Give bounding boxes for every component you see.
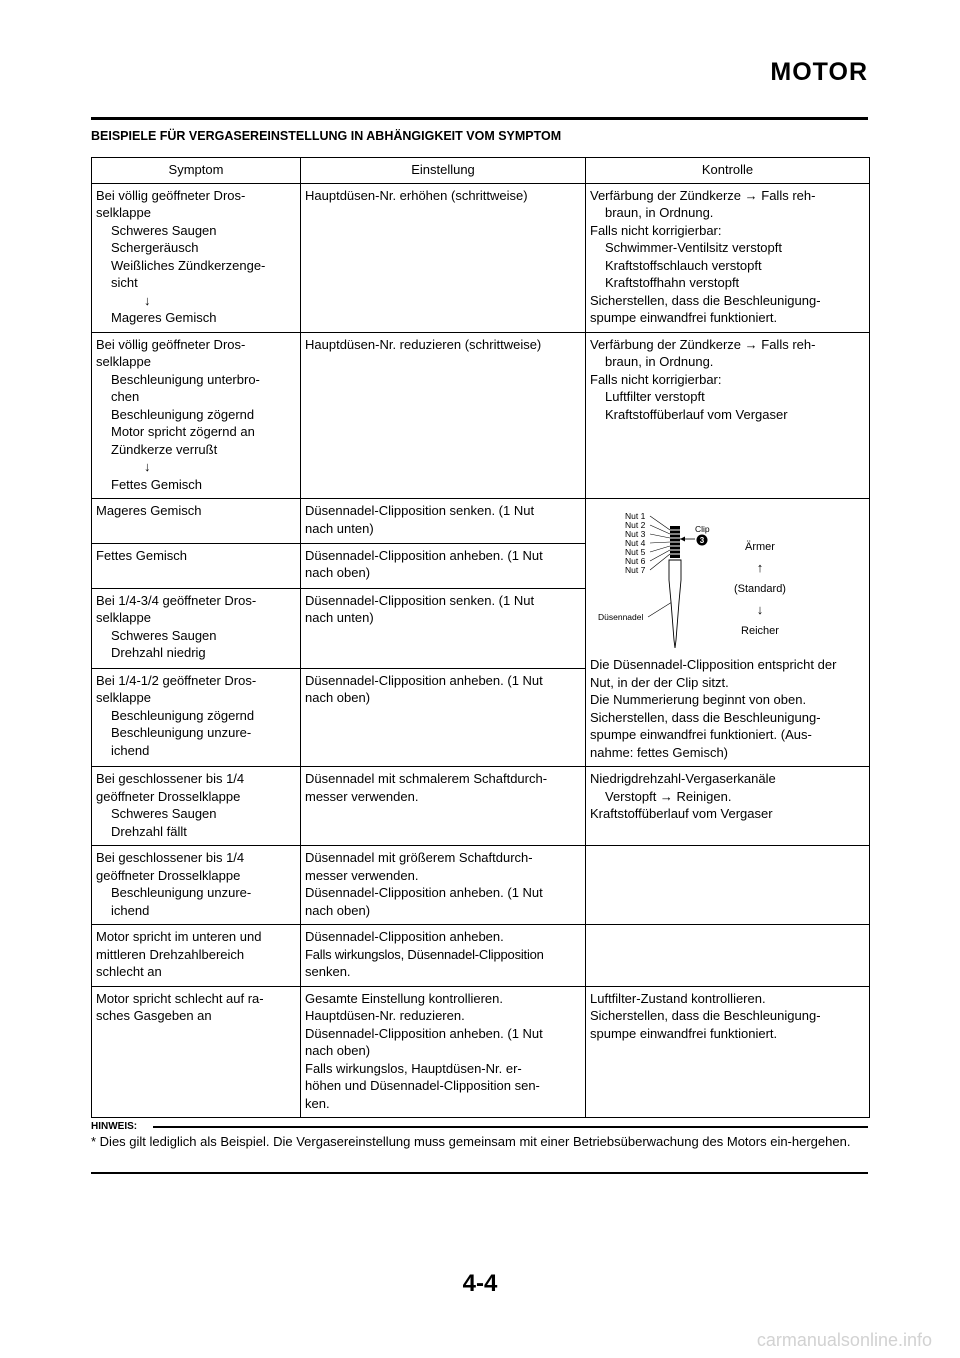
kontrolle-cell (586, 767, 870, 846)
cell-line: Düsennadel-Clipposition anheben. (1 Nut (305, 885, 543, 900)
cell-line: nach oben) (305, 902, 371, 918)
cell-line: nach oben) (305, 565, 371, 581)
cell-line: Bei völlig geöffneter Dros- (96, 187, 246, 203)
cell-line: Schergeräusch (111, 240, 199, 255)
cell-line: Motor spricht schlecht auf ra- (96, 990, 264, 1006)
cell-line: schlecht an (96, 964, 162, 979)
kontrolle-cell (586, 332, 870, 499)
page-number: 4-4 (462, 1270, 498, 1297)
cell-line: ichend (111, 742, 150, 758)
table-row (92, 986, 870, 1118)
einstellung-cell (301, 668, 586, 766)
symptom-cell (92, 543, 301, 588)
table-row (92, 183, 870, 332)
cell-line: selklappe (96, 354, 151, 369)
cell-line: Kraftstoffhahn verstopft (605, 275, 740, 290)
cell-line: Fettes Gemisch (111, 476, 203, 492)
note-label: HINWEIS: (91, 1121, 138, 1132)
arrow-down-icon: ↓ (144, 292, 151, 308)
cell-line: Beschleunigung unzure- (111, 885, 252, 900)
arrow-up-icon: ↑ (756, 560, 764, 575)
watermark: carmanualsonline.info (756, 1330, 932, 1350)
cell-line: Luftfilter-Zustand kontrollieren. (590, 990, 766, 1006)
cell-line: Verfärbung der Zündkerze → Falls reh- (590, 336, 816, 352)
einstellung-cell (301, 499, 586, 544)
cell-line: messer verwenden. (305, 867, 419, 883)
cell-line: Düsennadel-Clipposition anheben. (1 Nut (305, 1025, 543, 1041)
cell-line: Beschleunigung unzure- (111, 725, 252, 741)
cell-line: Düsennadel-Clipposition senken. (1 Nut (305, 503, 535, 518)
cell-line: chen (111, 389, 140, 404)
table-row (92, 332, 870, 499)
cell-line: spumpe einwandfrei funktioniert. (Aus- (590, 727, 812, 742)
nut-label-2: Nut 2 (625, 520, 646, 530)
cell-line: spumpe einwandfrei funktioniert. (590, 310, 778, 325)
cell-line: Mageres Gemisch (111, 310, 217, 325)
einstellung-cell (301, 767, 586, 846)
cell-line: Falls wirkungslos, Düsennadel-Clipposition (305, 946, 544, 962)
cell-line: Zündkerze verrußt (111, 441, 218, 457)
cell-line: selklappe (96, 610, 151, 625)
needle-label: Düsennadel (598, 612, 644, 622)
cell-line: Falls nicht korrigierbar: (590, 371, 722, 387)
cell-line: Schweres Saugen (111, 627, 217, 643)
cell-line: Schweres Saugen (111, 806, 217, 821)
cell-line: Verfärbung der Zündkerze → Falls reh- (590, 187, 816, 203)
cell-line: sicht (111, 275, 138, 290)
note-text: * Dies gilt lediglich als Beispiel. Die Vergasereinstellung muss gemeinsam mit einer Betriebsüberwachung des Motors ein-hergehen. (91, 1134, 851, 1149)
cell-line: Motor spricht zögernd an (111, 424, 255, 439)
cell-line: Bei völlig geöffneter Dros- (96, 336, 246, 352)
bottom-rule (91, 1172, 868, 1174)
symptom-cell (92, 846, 301, 925)
cell-line: Schwimmer-Ventilsitz verstopft (605, 240, 782, 255)
cell-line: sches Gasgeben an (96, 1008, 212, 1023)
kontrolle-cell (586, 986, 870, 1118)
cell-line: nahme: fettes Gemisch) (590, 744, 728, 760)
nut-label-5: Nut 5 (625, 547, 646, 557)
standard-label: (Standard) (734, 583, 786, 595)
symptom-cell (92, 499, 301, 544)
cell-line: Hauptdüsen-Nr. erhöhen (schrittweise) (305, 187, 528, 203)
table-header-row (92, 158, 870, 184)
cell-line: Bei geschlossener bis 1/4 (96, 850, 245, 865)
title-rule (91, 117, 868, 120)
cell-line: Sicherstellen, dass die Beschleunigung- (590, 709, 821, 725)
cell-line: Sicherstellen, dass die Beschleunigung- (590, 1008, 821, 1023)
cell-line: Falls nicht korrigierbar: (590, 222, 722, 238)
einstellung-cell (301, 332, 586, 499)
clip-number: 3 (699, 536, 705, 545)
section-heading: BEISPIELE FÜR VERGASEREINSTELLUNG IN ABHÄNGIGKEIT VOM SYMPTOM (91, 129, 562, 143)
einstellung-cell (301, 588, 586, 668)
cell-line: Motor spricht im unteren und (96, 929, 262, 944)
cell-line: Drehzahl niedrig (111, 645, 206, 660)
table-row (92, 925, 870, 987)
cell-line: Beschleunigung zögernd (111, 707, 255, 723)
cell-line: Düsennadel-Clipposition anheben. (1 Nut (305, 547, 543, 563)
clip-label: Clip (695, 524, 710, 534)
cell-line: geöffneter Drosselklappe (96, 867, 241, 883)
cell-line: nach unten) (305, 610, 374, 625)
cell-line: Drehzahl fällt (111, 823, 187, 839)
symptom-cell (92, 183, 301, 332)
symptom-cell (92, 668, 301, 766)
cell-line: Die Düsennadel-Clipposition entspricht der (590, 657, 837, 672)
kontrolle-cell-empty (586, 925, 870, 987)
cell-line: Weißliches Zündkerzenge- (111, 257, 266, 273)
cell-line: mittleren Drehzahlbereich (96, 946, 245, 962)
cell-line: Düsennadel mit größerem Schaftdurch- (305, 850, 533, 865)
page-title: MOTOR (770, 58, 868, 86)
cell-line: Hauptdüsen-Nr. reduzieren. (305, 1008, 465, 1023)
cell-line: höhen und Düsennadel-Clipposition sen- (305, 1078, 540, 1093)
carburetor-symptom-table (91, 157, 870, 1118)
kontrolle-cell-empty (586, 846, 870, 925)
cell-line: Düsennadel-Clipposition anheben. (1 Nut (305, 672, 543, 688)
cell-line: braun, in Ordnung. (605, 354, 714, 369)
cell-line: Gesamte Einstellung kontrollieren. (305, 990, 503, 1006)
cell-line: Düsennadel mit schmalerem Schaftdurch- (305, 771, 548, 786)
arrow-down-icon: ↓ (144, 459, 151, 474)
einstellung-cell (301, 543, 586, 588)
cell-line: ken. (305, 1095, 330, 1111)
einstellung-cell (301, 925, 586, 987)
cell-line: Sicherstellen, dass die Beschleunigung- (590, 292, 821, 308)
cell-line: messer verwenden. (305, 788, 419, 804)
table-row (92, 767, 870, 846)
kontrolle-cell (586, 183, 870, 332)
arrow-down-icon: ↓ (756, 602, 764, 617)
cell-line: nach unten) (305, 520, 374, 536)
nut-label-7: Nut 7 (625, 565, 646, 575)
cell-line: Verstopft → Reinigen. (605, 788, 732, 804)
richer-label: Reicher (741, 625, 779, 637)
symptom-cell (92, 588, 301, 668)
leaner-label: Ärmer (745, 541, 775, 553)
cell-line: nach oben) (305, 1043, 371, 1058)
nut-label-4: Nut 4 (625, 538, 646, 548)
einstellung-cell (301, 986, 586, 1118)
jet-needle-figure (590, 502, 862, 656)
symptom-cell (92, 767, 301, 846)
cell-line: Beschleunigung zögernd (111, 406, 255, 422)
cell-line: Die Nummerierung beginnt von oben. (590, 692, 807, 707)
cell-line: Mageres Gemisch (96, 503, 202, 518)
symptom-cell (92, 986, 301, 1118)
cell-line: Luftfilter verstopft (605, 389, 705, 404)
symptom-cell (92, 925, 301, 987)
cell-line: braun, in Ordnung. (605, 205, 714, 220)
needle-kontrolle-cell (586, 499, 870, 767)
cell-line: Niedrigdrehzahl-Vergaserkanäle (590, 771, 776, 786)
cell-line: Schweres Saugen (111, 222, 217, 238)
cell-line: geöffneter Drosselklappe (96, 788, 241, 804)
cell-line: Kraftstoffschlauch verstopft (605, 257, 762, 273)
cell-line: selklappe (96, 205, 151, 220)
table-row (92, 499, 870, 544)
cell-line: spumpe einwandfrei funktioniert. (590, 1025, 778, 1041)
cell-line: nach oben) (305, 690, 371, 706)
cell-line: Kraftstoffüberlauf vom Vergaser (605, 406, 788, 422)
cell-line: Düsennadel-Clipposition senken. (1 Nut (305, 592, 535, 608)
column-header-einstellung: Einstellung (301, 158, 586, 184)
cell-line: senken. (305, 964, 351, 979)
cell-line: Hauptdüsen-Nr. reduzieren (schrittweise) (305, 336, 542, 352)
cell-line: Kraftstoffüberlauf vom Vergaser (590, 806, 773, 821)
cell-line: Düsennadel-Clipposition anheben. (305, 929, 504, 944)
cell-line: Bei geschlossener bis 1/4 (96, 771, 245, 786)
column-header-symptom: Symptom (92, 158, 301, 184)
einstellung-cell (301, 846, 586, 925)
jet-needle-diagram (590, 502, 864, 656)
cell-line: ichend (111, 902, 150, 918)
cell-line: Nut, in der der Clip sitzt. (590, 674, 729, 690)
jet-needle-shape (669, 560, 681, 648)
cell-line: Bei 1/4-3/4 geöffneter Dros- (96, 592, 257, 608)
cell-line: Fettes Gemisch (96, 547, 188, 563)
cell-line: selklappe (96, 690, 151, 706)
nut-label-3: Nut 3 (625, 529, 646, 539)
symptom-cell (92, 332, 301, 499)
column-header-kontrolle: Kontrolle (586, 158, 870, 184)
note-rule (153, 1126, 868, 1128)
nut-label-6: Nut 6 (625, 556, 646, 566)
cell-line: Falls wirkungslos, Hauptdüsen-Nr. er- (305, 1060, 522, 1076)
table-row (92, 846, 870, 925)
einstellung-cell (301, 183, 586, 332)
nut-label-1: Nut 1 (625, 511, 646, 521)
cell-line: Bei 1/4-1/2 geöffneter Dros- (96, 672, 257, 688)
cell-line: Beschleunigung unterbro- (111, 371, 260, 387)
